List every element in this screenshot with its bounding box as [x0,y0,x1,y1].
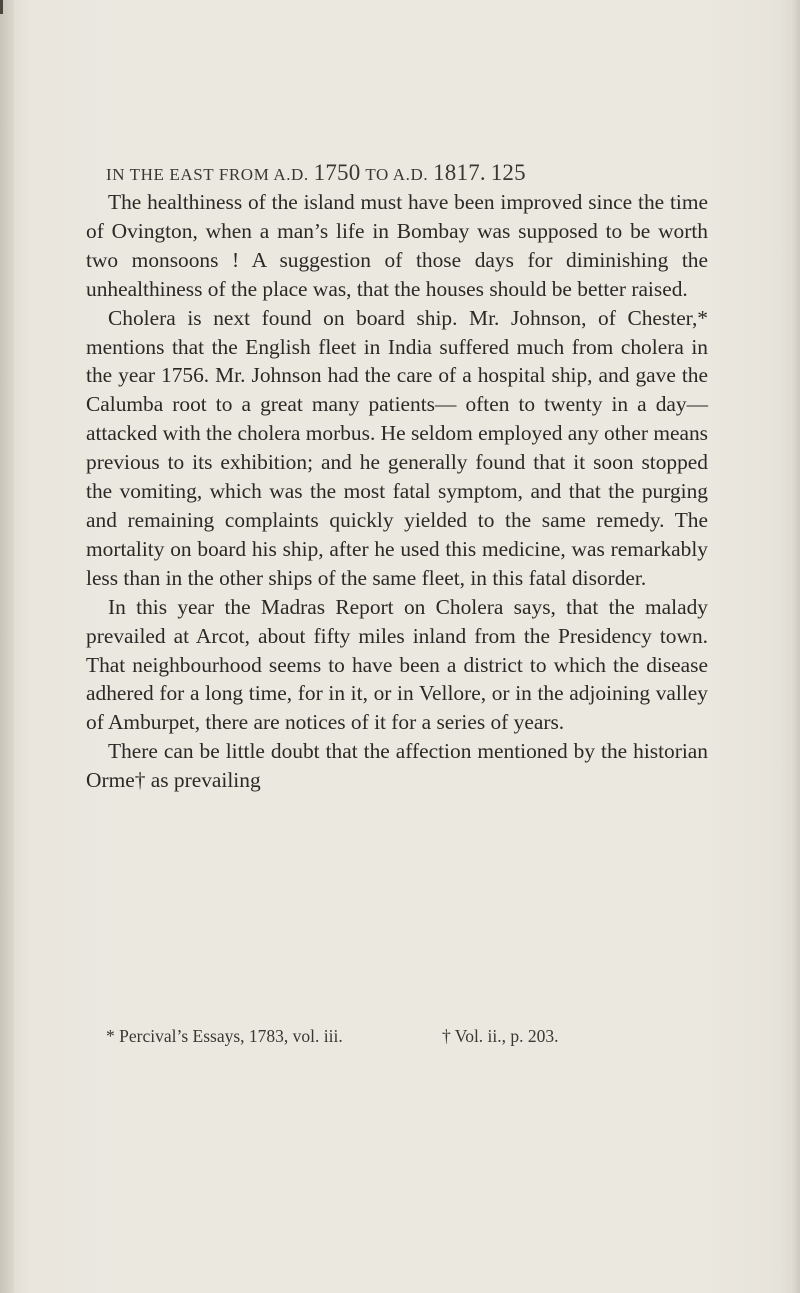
running-head-prefix: IN THE EAST FROM A.D. [106,165,309,184]
footnote-orme-volume: † Vol. ii., p. 203. [442,1026,559,1046]
footnotes [106,1026,716,1047]
page-right-edge [790,0,800,1293]
body-text [86,188,708,795]
running-head-middle: TO A.D. [365,165,429,184]
page-number: 125 [490,160,526,185]
page-left-edge [0,0,14,1293]
running-head [106,160,626,186]
paragraph-orme: There can be little doubt that the affection mentioned by the historian Orme† as prevailing [86,739,708,793]
paragraph-cholera-ship: Cholera is next found on board ship. Mr. Johnson, of Chester,* mentions that the English fleet in India suffered much from cholera in the year 1756. Mr. Johnson had the care of a hospital ship, and gave the Calumba root to a great many patients— often to twenty in a day—attacked with the cholera morbus. He seldom employed any other means previous to its exhibition; and he generally found that it soon stopped the vomiting, which was the most fatal symptom, and that the purging and remaining complaints quickly yielded to the same remedy. The mortality on board his ship, after he used this medicine, was remarkably less than in the other ships of the same fleet, in this fatal disorder. [86,305,708,590]
running-head-year-end: 1817. [433,160,486,185]
running-head-year-start: 1750 [313,160,361,185]
paragraph-madras-report: In this year the Madras Report on Cholera says, that the malady prevailed at Arcot, about fifty miles inland from the Presidency town. That neighbourhood seems to have been a district to which the disease adhered for a long time, for in it, or in Vellore, or in the adjoining valley of Amburpet, there are notices of it for a series of years. [86,594,708,735]
footnote-percival: * Percival’s Essays, 1783, vol. iii. [106,1026,343,1046]
scan-mark [0,0,3,14]
paragraph-healthiness: The healthiness of the island must have been improved since the time of Ovington, when a man’s life in Bombay was supposed to be worth two monsoons ! A suggestion of those days for diminishing the unhealthiness of the place was, that the houses should be better raised. [86,190,708,301]
